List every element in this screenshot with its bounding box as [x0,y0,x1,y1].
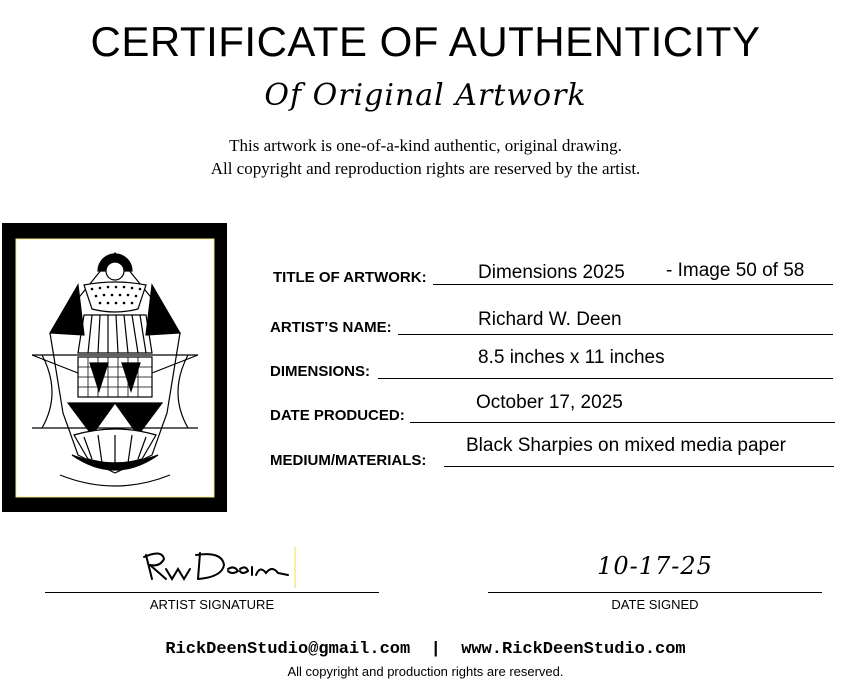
title-extra: - Image 50 of 58 [666,260,805,281]
artist-label: ARTIST’S NAME: [270,319,392,336]
dimensions-line [378,378,833,379]
date-line [410,422,835,423]
certificate-subtitle: Of Original Artwork [264,78,587,113]
medium-value: Black Sharpies on mixed media paper [466,435,787,456]
date-signed-value: 10-17-25 [597,552,713,580]
artist-signature-image [138,545,298,590]
footer-contact: RickDeenStudio@gmail.com | www.RickDeenStudio.com [165,640,686,659]
medium-label: MEDIUM/MATERIALS: [270,452,427,469]
medium-line [444,466,834,467]
certificate-title: CERTIFICATE OF AUTHENTICITY [90,18,761,65]
artwork-image [2,223,227,512]
title-line [433,284,833,285]
dimensions-label: DIMENSIONS: [270,363,371,380]
title-label: TITLE OF ARTWORK: [273,269,427,286]
intro-line-1: This artwork is one-of-a-kind authentic, original drawing. [229,136,622,155]
date-signed-line [488,592,822,593]
title-value: Dimensions 2025 [478,262,625,283]
intro-line-2: All copyright and reproduction rights are reserved by the artist. [210,159,641,178]
footer-rights: All copyright and production rights are reserved. [287,664,564,679]
date-signed-caption: DATE SIGNED [611,597,699,612]
artist-signature-caption: ARTIST SIGNATURE [149,597,275,612]
artist-signature-line [45,592,379,593]
artist-line [398,334,833,335]
dimensions-value: 8.5 inches x 11 inches [478,347,665,368]
date-value: October 17, 2025 [476,392,623,413]
artist-value: Richard W. Deen [478,309,622,330]
date-label: DATE PRODUCED: [270,407,405,424]
